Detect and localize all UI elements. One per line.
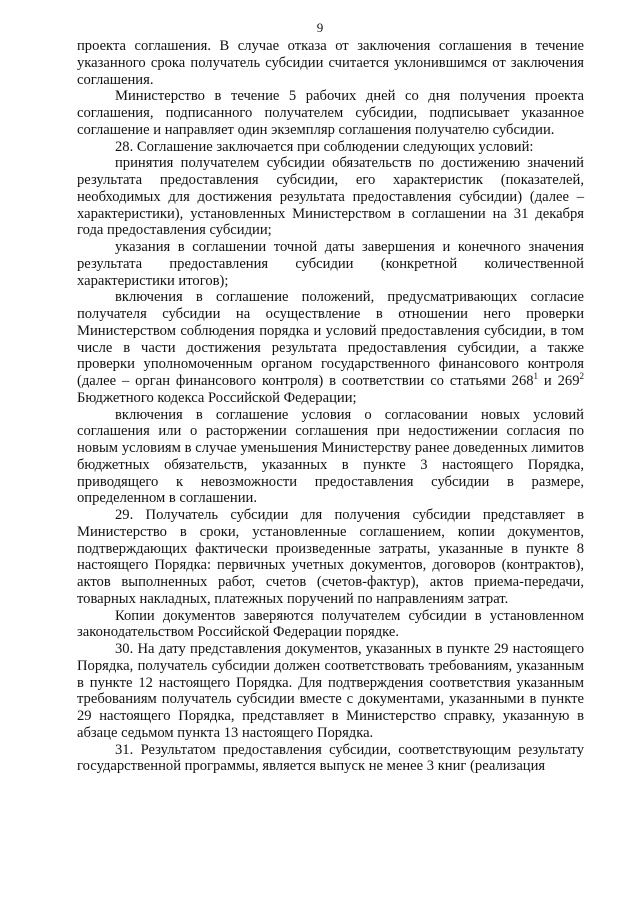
footnote-marker-2: 2 [579,371,585,381]
footnote-marker-1: 1 [533,371,539,381]
paragraph-continuation: проекта соглашения. В случае отказа от заключения соглашения в течение указанного срока получатель субсидии считается уклонившимся от заключения соглашения. [77,38,584,88]
paragraph-28: 28. Соглашение заключается при соблюдении следующих условий: [115,138,534,155]
paragraph-condition-date: указания в соглашении точной даты завершения и конечного значения результата предоставления субсидии (конкретной количественной характеристики итогов); [77,239,584,289]
paragraph-condition-results: принятия получателем субсидии обязательств по достижению значений результата предоставления субсидии, его характеристик (показателей, необходимых для достижения результата предоставления субсидии) (далее – характеристики), установленных Министерством в соглашении на 31 декабря года предоставления субсидии; [77,155,584,239]
paragraph-29: 29. Получатель субсидии для получения субсидии представляет в Министерство в сроки, установленные соглашением, копии документов, подтверждающих фактически произведенные затраты, указанные в пункте 8 настоящего Порядка: первичных учетных документов, договоров (контрактов), актов выполненных работ, счетов (счетов-фактур), актов приема-передачи, товарных накладных, платежных поручений по направлениям затрат. [77,507,584,607]
audit-text-part1: включения в соглашение положений, предусматривающих согласие получателя субсидии на осуществление в отношении него проверки Министерством соблюдения порядка и условий предоставления субсидии, в том числе в части достижения результата предоставления субсидии, а также проверки уполномоченным органом государственного финансового контроля (далее – орган финансового контроля) в соответствии со статьями 268 [77,289,584,389]
paragraph-31: 31. Результатом предоставления субсидии, соответствующим результату государственной программы, является выпуск не менее 3 книг (реализация [77,741,584,775]
paragraph-condition-audit [77,289,584,406]
audit-text-part2: и 269 [538,373,580,389]
paragraph-condition-amendment: включения в соглашение условия о согласовании новых условий соглашения или о расторжении соглашения при недостижении согласия по новым условиям в случае уменьшения Министерству ранее доведенных лимитов бюджетных обязательств, указанных в пункте 3 настоящего Порядка, приводящего к невозможности предоставления субсидии в размере, определенном в соглашении. [77,406,584,507]
paragraph-copies: Копии документов заверяются получателем субсидии в установленном законодательством Российской Федерации порядке. [77,607,584,641]
paragraph-30: 30. На дату представления документов, указанных в пункте 29 настоящего Порядка, получатель субсидии должен соответствовать требованиям, указанным в пункте 12 настоящего Порядка. Для подтверждения соответствия указанным требованиям получатель субсидии вместе с документами, указанными в пункте 29 настоящего Порядка, представляет в Министерство справку, указанную в абзаце седьмом пункта 13 настоящего Порядка. [77,641,584,741]
document-body [77,38,584,775]
audit-text-part3: Бюджетного кодекса Российской Федерации; [77,389,357,406]
paragraph-signing: Министерство в течение 5 рабочих дней со дня получения проекта соглашения, подписанного получателем субсидии, подписывает указанное соглашение и направляет один экземпляр соглашения получателю субсидии. [77,88,584,138]
page-number: 9 [316,20,324,35]
